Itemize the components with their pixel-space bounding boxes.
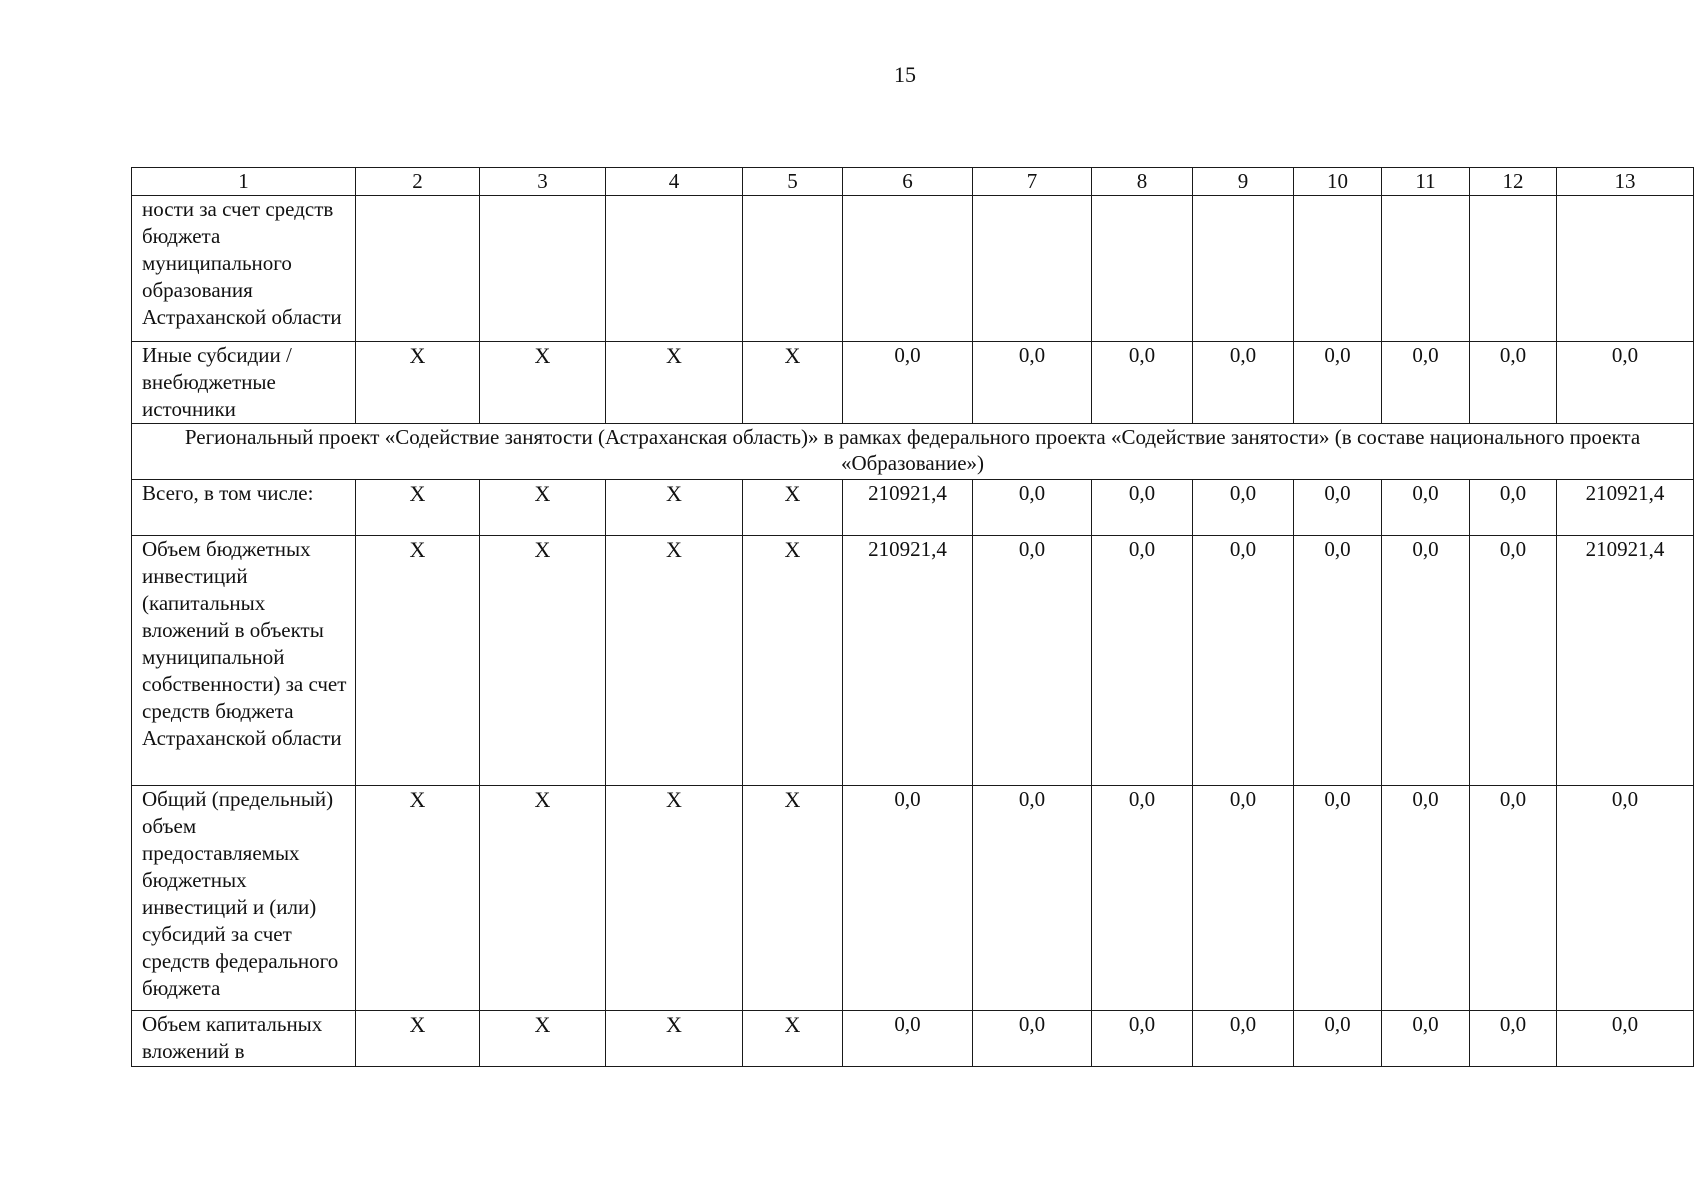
row-label: ности за счет средств бюджета муниципального образования Астраханской области — [132, 196, 356, 342]
table-cell: 0,0 — [1193, 1011, 1294, 1067]
table-row — [132, 196, 1694, 342]
budget-table — [131, 167, 1694, 1067]
column-header: 1 — [132, 168, 356, 196]
column-header: 11 — [1382, 168, 1470, 196]
table-cell: 210921,4 — [843, 480, 973, 536]
page-number: 15 — [894, 62, 916, 87]
table-cell: 0,0 — [1382, 480, 1470, 536]
table-cell: 0,0 — [1294, 786, 1382, 1011]
column-header: 2 — [356, 168, 480, 196]
table-cell: 0,0 — [973, 536, 1092, 786]
table-cell: 0,0 — [843, 786, 973, 1011]
row-label: Объем бюджетных инвестиций (капитальных вложений в объекты муниципальной собственности) за счет средств бюджета Астраханской области — [132, 536, 356, 786]
empty-cell — [356, 196, 480, 342]
section-title: Региональный проект «Содействие занятости (Астраханская область)» в рамках федерального проекта «Содействие занятости» (в составе национального проекта «Образование») — [132, 424, 1694, 480]
table-cell: Х — [356, 536, 480, 786]
empty-cell — [1470, 196, 1557, 342]
column-header: 12 — [1470, 168, 1557, 196]
empty-cell — [973, 196, 1092, 342]
table-cell: 0,0 — [1557, 342, 1694, 424]
table-row — [132, 786, 1694, 1011]
table-cell: Х — [606, 1011, 743, 1067]
table-cell: Х — [480, 786, 606, 1011]
column-header: 6 — [843, 168, 973, 196]
column-header: 7 — [973, 168, 1092, 196]
table-row — [132, 1011, 1694, 1067]
table-cell: 210921,4 — [843, 536, 973, 786]
table-cell: 0,0 — [1092, 480, 1193, 536]
table-row — [132, 342, 1694, 424]
table-cell: Х — [743, 480, 843, 536]
empty-cell — [1557, 196, 1694, 342]
table-cell: 0,0 — [1294, 536, 1382, 786]
table-cell: Х — [356, 480, 480, 536]
column-header: 8 — [1092, 168, 1193, 196]
column-header: 3 — [480, 168, 606, 196]
table-cell: Х — [606, 342, 743, 424]
table-cell: 0,0 — [1294, 1011, 1382, 1067]
table-cell: Х — [743, 1011, 843, 1067]
table-cell: Х — [356, 1011, 480, 1067]
table-cell: 0,0 — [1470, 786, 1557, 1011]
table-cell: 0,0 — [1470, 536, 1557, 786]
section-header-row — [132, 424, 1694, 480]
table-cell: 0,0 — [1470, 342, 1557, 424]
table-row — [132, 480, 1694, 536]
column-header: 13 — [1557, 168, 1694, 196]
table-cell: 0,0 — [973, 1011, 1092, 1067]
table-cell: 0,0 — [1294, 342, 1382, 424]
table-cell: 0,0 — [973, 786, 1092, 1011]
table-cell: 0,0 — [1382, 786, 1470, 1011]
table-cell: Х — [480, 536, 606, 786]
table-cell: 0,0 — [1193, 786, 1294, 1011]
table-cell: Х — [480, 342, 606, 424]
table-cell: 0,0 — [973, 480, 1092, 536]
table-cell: 0,0 — [1557, 786, 1694, 1011]
table-cell: 0,0 — [843, 342, 973, 424]
column-header: 9 — [1193, 168, 1294, 196]
table-cell: 0,0 — [1092, 1011, 1193, 1067]
table-cell: Х — [606, 480, 743, 536]
empty-cell — [480, 196, 606, 342]
table-row — [132, 536, 1694, 786]
table-cell: 0,0 — [1470, 480, 1557, 536]
row-label: Всего, в том числе: — [132, 480, 356, 536]
empty-cell — [1294, 196, 1382, 342]
empty-cell — [1193, 196, 1294, 342]
empty-cell — [1092, 196, 1193, 342]
empty-cell — [1382, 196, 1470, 342]
row-label: Общий (предельный) объем предоставляемых бюджетных инвестиций и (или) субсидий за счет средств федерального бюджета — [132, 786, 356, 1011]
table-cell: 0,0 — [973, 342, 1092, 424]
table-cell: Х — [743, 786, 843, 1011]
table-cell: Х — [606, 786, 743, 1011]
column-header: 5 — [743, 168, 843, 196]
table-cell: 0,0 — [1092, 786, 1193, 1011]
table-cell: 0,0 — [1193, 342, 1294, 424]
table-cell: 0,0 — [1193, 480, 1294, 536]
table-cell: 210921,4 — [1557, 480, 1694, 536]
table-cell: 0,0 — [1382, 1011, 1470, 1067]
column-header-row — [132, 168, 1694, 196]
table-cell: 0,0 — [843, 1011, 973, 1067]
table-cell: 0,0 — [1092, 536, 1193, 786]
table-cell: Х — [480, 1011, 606, 1067]
table-cell: 0,0 — [1294, 480, 1382, 536]
table-cell: 0,0 — [1382, 536, 1470, 786]
empty-cell — [606, 196, 743, 342]
table-cell: 0,0 — [1382, 342, 1470, 424]
table-cell: Х — [606, 536, 743, 786]
table-cell: 0,0 — [1470, 1011, 1557, 1067]
table-cell: Х — [743, 536, 843, 786]
table-cell: Х — [743, 342, 843, 424]
row-label: Объем капитальных вложений в — [132, 1011, 356, 1067]
table-cell: Х — [356, 342, 480, 424]
table-cell: Х — [480, 480, 606, 536]
table-cell: 0,0 — [1092, 342, 1193, 424]
empty-cell — [743, 196, 843, 342]
column-header: 10 — [1294, 168, 1382, 196]
table-cell: 0,0 — [1557, 1011, 1694, 1067]
table-cell: 0,0 — [1193, 536, 1294, 786]
table-cell: 210921,4 — [1557, 536, 1694, 786]
column-header: 4 — [606, 168, 743, 196]
row-label: Иные субсидии / внебюджетные источники — [132, 342, 356, 424]
empty-cell — [843, 196, 973, 342]
table-cell: Х — [356, 786, 480, 1011]
